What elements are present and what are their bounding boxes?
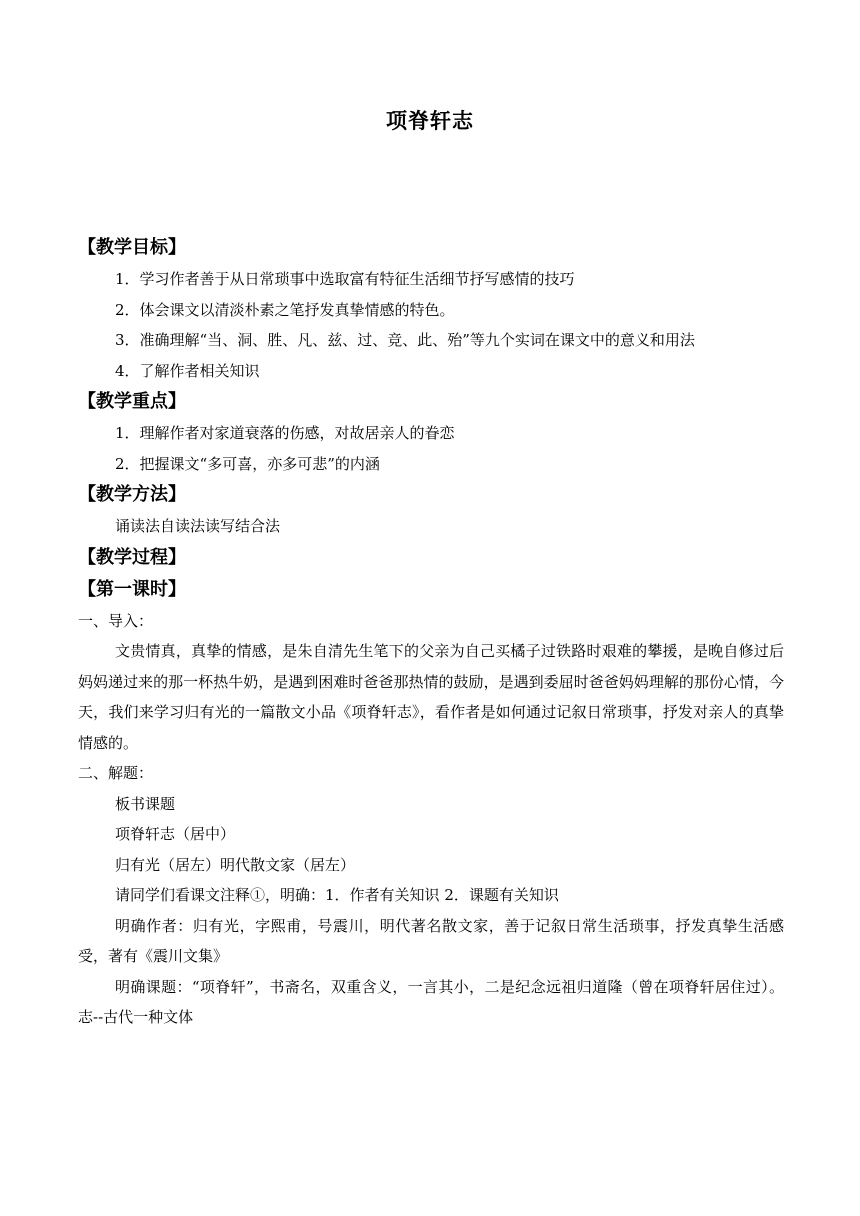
- keypoint-item: 1．理解作者对家道衰落的伤感，对故居亲人的眷恋: [115, 424, 455, 442]
- objective-item: 1．学习作者善于从日常琐事中选取富有特征生活细节抒写感情的技巧: [115, 270, 575, 288]
- keypoints-heading: 【教学重点】: [78, 391, 186, 412]
- lesson1-heading: 【第一课时】: [78, 578, 186, 600]
- objective-item: 2．体会课文以清淡朴素之笔抒发真挚情感的特色。: [115, 300, 455, 319]
- author-paragraph: 明确作者：归有光，字熙甫，号震川，明代著名散文家，善于记叙日常生活琐事，抒发真挚生活感受，著有《震川文集》: [78, 916, 784, 965]
- methods-text: 诵读法自读法读写结合法: [115, 517, 281, 535]
- solve-line: 请同学们看课文注释①，明确：1．作者有关知识 2．课题有关知识: [115, 886, 559, 904]
- intro-paragraph: 文贵情真，真挚的情感，是朱自清先生笔下的父亲为自己买橘子过铁路时艰难的攀援，是晚自修过后妈妈递过来的那一杯热牛奶，是遇到困难时爸爸那热情的鼓励，是遇到委屈时爸爸妈妈理解的那份心情，今天，我们来学习归有光的一篇散文小品《项脊轩志》，看作者是如何通过记叙日常琐事，抒发对亲人的真挚情感的。: [78, 642, 784, 752]
- title-paragraph: 明确课题：“项脊轩”，书斋名，双重含义，一言其小，二是纪念远祖归道隆（曾在项脊轩居住过）。志--古代一种文体: [78, 977, 784, 1026]
- process-heading: 【教学过程】: [78, 546, 186, 568]
- objectives-heading: 【教学目标】: [78, 237, 186, 258]
- objective-item: 4．了解作者相关知识: [115, 361, 260, 380]
- document-title: 项脊轩志: [386, 109, 474, 133]
- solve-line: 归有光（居左）明代散文家（居左）: [115, 855, 356, 874]
- keypoint-item: 2．把握课文“多可喜，亦多可悲”的内涵: [115, 454, 380, 473]
- solve-line: 板书课题: [115, 794, 176, 813]
- solve-line: 项脊轩志（居中）: [115, 825, 236, 843]
- solve-label: 二、解题：: [78, 764, 154, 782]
- methods-heading: 【教学方法】: [78, 484, 186, 505]
- objective-item: 3．准确理解“当、洞、胜、凡、兹、过、竞、此、殆”等九个实词在课文中的意义和用法: [115, 331, 695, 349]
- document-body: [78, 232, 784, 1033]
- intro-label: 一、导入：: [78, 611, 154, 630]
